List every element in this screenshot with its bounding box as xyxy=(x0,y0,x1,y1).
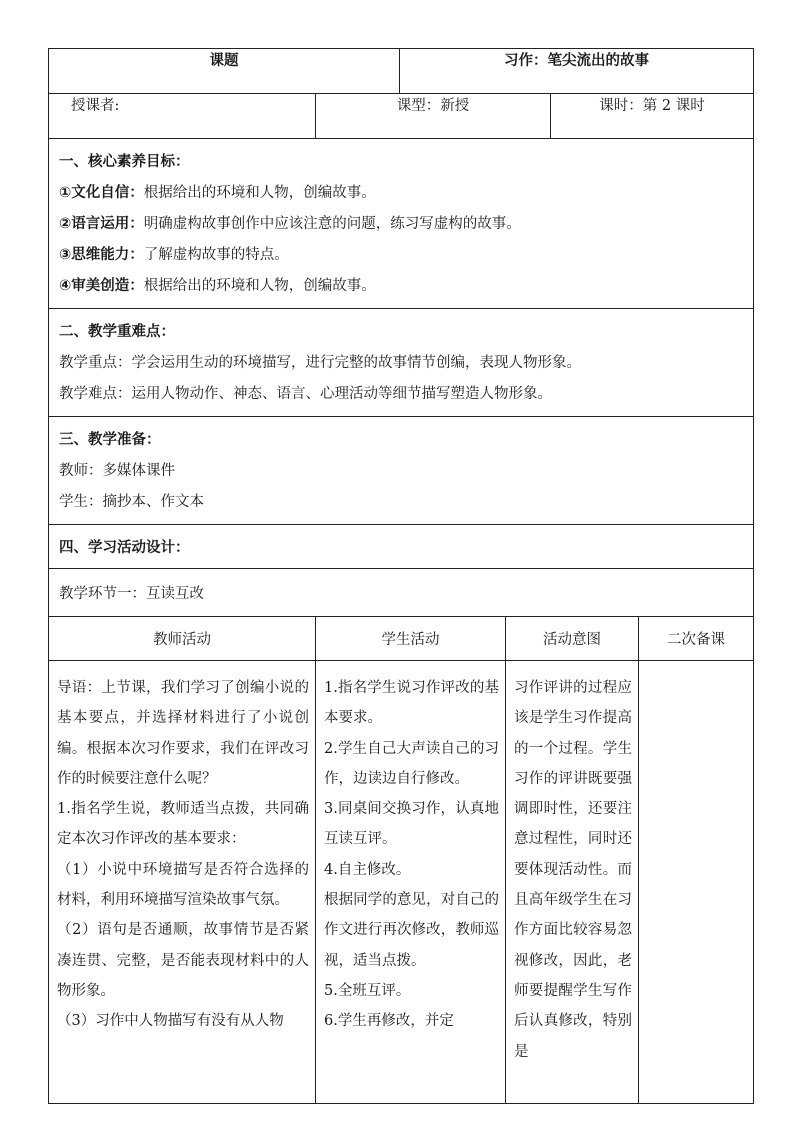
prep-line: 教师：多媒体课件 xyxy=(59,463,175,479)
goal-text: 根据给出的环境和人物，创编故事。 xyxy=(143,185,376,201)
prep-section xyxy=(49,417,754,525)
col-header-teacher: 教师活动 xyxy=(49,617,316,661)
student-activity-paragraph: 4.自主修改。 xyxy=(324,861,411,878)
lesson-type: 课型：新授 xyxy=(316,94,551,139)
goals-title: 一、核心素养目标： xyxy=(59,154,190,170)
topic-label: 课题 xyxy=(49,49,400,94)
design-step: 教学环节一：互读互改 xyxy=(49,569,754,617)
teacher-activity-paragraph: 1.指名学生说，教师适当点拨，共同确定本次习作评改的基本要求： xyxy=(57,801,309,848)
lesson-period: 课时：第 2 课时 xyxy=(551,94,754,139)
student-activity-paragraph: 6.学生再修改，并定 xyxy=(324,1013,454,1030)
goal-text: 根据给出的环境和人物，创编故事。 xyxy=(143,278,376,294)
second-prep-cell xyxy=(639,661,754,1104)
col-header-student: 学生活动 xyxy=(316,617,506,661)
design-title: 四、学习活动设计： xyxy=(49,525,754,569)
goals-section xyxy=(49,139,754,309)
goal-label: ④审美创造： xyxy=(59,278,144,294)
goal-item xyxy=(59,240,743,271)
prep-line: 学生：摘抄本、作文本 xyxy=(59,494,204,510)
teacher-activity-cell xyxy=(49,661,316,1104)
intent-paragraph: 习作评讲的过程应该是学生习作提高的一个过程。学生习作的评讲既要强调即时性，还要注意过程性，同时还要体现活动性。而且高年级学生在习作方面比较容易忽视修改，因此，老师要提醒学生写作后认真修改，特别是 xyxy=(514,680,632,1060)
intent-cell xyxy=(506,661,639,1104)
goal-text: 了解虚构故事的特点。 xyxy=(143,247,289,263)
goal-item xyxy=(59,271,743,302)
goal-label: ①文化自信： xyxy=(59,185,144,201)
student-activity-paragraph: 2.学生自己大声读自己的习作，边读边自行修改。 xyxy=(324,740,499,787)
teacher-activity-paragraph: （1）小说中环境描写是否符合选择的材料，利用环境描写渲染故事气氛。 xyxy=(57,861,309,909)
topic-value: 习作：笔尖流出的故事 xyxy=(400,49,754,94)
goal-item xyxy=(59,178,743,209)
lesson-plan xyxy=(48,48,753,1104)
student-activity-paragraph: 3.同桌间交换习作，认真地互读互评。 xyxy=(324,801,499,848)
lesson-plan-table xyxy=(48,48,754,617)
keypoints-title: 二、教学重难点： xyxy=(59,324,175,340)
student-activity-paragraph: 5.全班互评。 xyxy=(324,982,411,999)
col-header-second-prep: 二次备课 xyxy=(639,617,754,661)
student-activity-paragraph: 根据同学的意见，对自己的作文进行再次修改，教师巡视，适当点拨。 xyxy=(324,892,499,969)
teacher-activity-paragraph: （2）语句是否通顺，故事情节是否紧凑连贯、完整，是否能表现材料中的人物形象。 xyxy=(57,922,309,999)
col-header-intent: 活动意图 xyxy=(506,617,639,661)
teacher-activity-paragraph: （3）习作中人物描写有没有从人物 xyxy=(57,1013,284,1030)
goal-label: ②语言运用： xyxy=(59,216,144,232)
goal-item xyxy=(59,209,743,240)
prep-title: 三、教学准备： xyxy=(59,432,161,448)
teacher-activity-paragraph: 导语：上节课，我们学习了创编小说的基本要点，并选择材料进行了小说创编。根据本次习作要求，我们在评改习作的时候要注意什么呢？ xyxy=(57,680,309,787)
student-activity-paragraph: 1.指名学生说习作评改的基本要求。 xyxy=(324,680,499,727)
keypoints-section xyxy=(49,309,754,417)
keypoint-line: 教学难点：运用人物动作、神态、语言、心理活动等细节描写塑造人物形象。 xyxy=(59,386,552,402)
goal-label: ③思维能力： xyxy=(59,247,144,263)
goal-text: 明确虚构故事创作中应该注意的问题，练习写虚构的故事。 xyxy=(143,216,521,232)
student-activity-cell xyxy=(316,661,506,1104)
activity-table xyxy=(48,616,754,1104)
keypoint-line: 教学重点：学会运用生动的环境描写，进行完整的故事情节创编，表现人物形象。 xyxy=(59,355,581,371)
teacher-label: 授课者: xyxy=(49,94,316,139)
